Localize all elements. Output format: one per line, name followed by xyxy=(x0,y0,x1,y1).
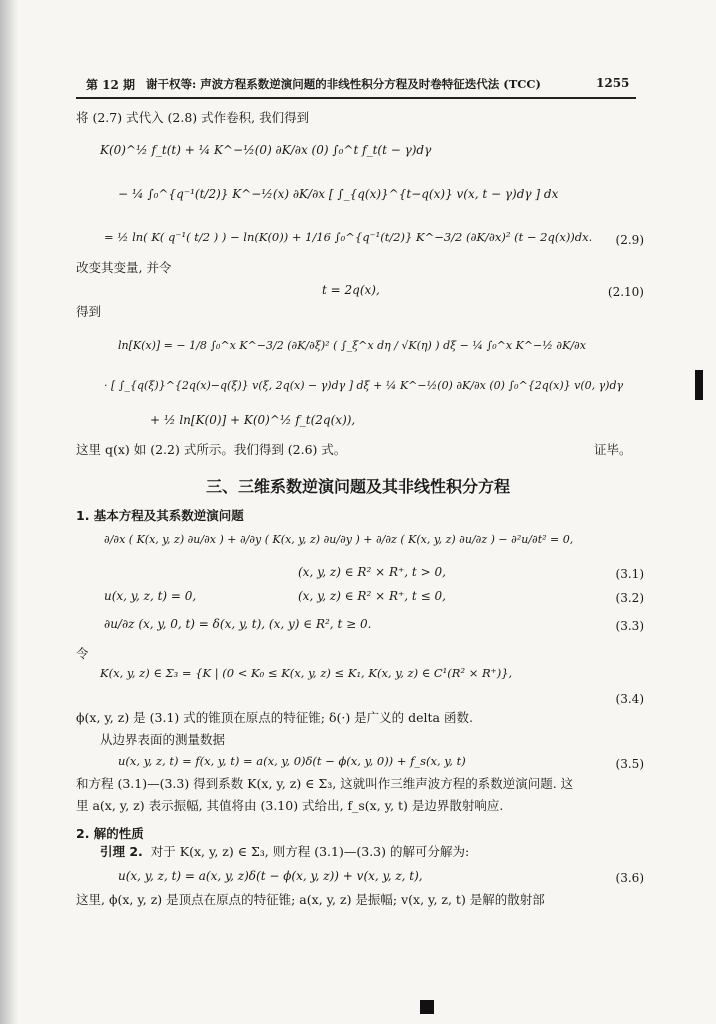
section-title: 三、三维系数逆演问题及其非线性积分方程 xyxy=(205,477,510,496)
equation-line: − ¼ ∫₀^{q⁻¹(t/2)} K^−½(x) ∂K/∂x [ ∫_{q(x)}^{t−q(x)} v(x, t − γ)dγ ] dx xyxy=(118,187,559,201)
equation-line: t = 2q(x), xyxy=(322,283,380,297)
lemma-text: 对于 K(x, y, z) ∈ Σ₃, 则方程 (3.1)—(3.3) 的解可分解为: xyxy=(150,844,470,859)
equation-line: · [ ∫_{q(ξ)}^{2q(x)−q(ξ)} v(ξ, 2q(x) − γ)dγ ] dξ + ¼ K^−½(0) ∂K/∂x (0) ∫₀^{2q(x)} v(0, γ)dγ xyxy=(104,379,624,392)
scan-edge-shadow xyxy=(0,0,18,1024)
equation-number: (2.9) xyxy=(615,233,644,247)
scan-mark xyxy=(420,1000,434,1014)
subsection-title: 1. 基本方程及其系数逆演问题 xyxy=(76,508,244,523)
equation-line: (x, y, z) ∈ R² × R⁺, t ≤ 0, xyxy=(298,589,446,603)
qed: 证毕。 xyxy=(594,442,632,457)
equation-line: + ½ ln[K(0)] + K(0)^½ f_t(2q(x)), xyxy=(150,413,356,427)
body-line: 和方程 (3.1)—(3.3) 得到系数 K(x, y, z) ∈ Σ₃, 这就叫作三维声波方程的系数逆演问题. 这 xyxy=(76,776,574,791)
equation-number: (3.6) xyxy=(615,871,644,885)
body-line: 改变其变量, 并令 xyxy=(76,260,172,275)
equation-number: (2.10) xyxy=(607,285,644,299)
lemma-label: 引理 2. xyxy=(100,844,143,859)
equation-number: (3.4) xyxy=(615,692,644,706)
equation-line: ln[K(x)] = − 1/8 ∫₀^x K^−3/2 (∂K/∂ξ)² ( ∫_ξ^x dη / √K(η) ) dξ − ¼ ∫₀^x K^−½ ∂K/∂x xyxy=(118,339,586,352)
body-line: ϕ(x, y, z) 是 (3.1) 式的锥顶在原点的特征锥; δ(·) 是广义的 delta 函数. xyxy=(76,710,473,725)
running-title: 谢干权等: 声波方程系数逆演问题的非线性积分方程及时卷特征迭代法 (TCC) xyxy=(146,77,541,91)
equation-line: u(x, y, z, t) = 0, xyxy=(104,589,197,603)
equation-line: ∂/∂x ( K(x, y, z) ∂u/∂x ) + ∂/∂y ( K(x, y, z) ∂u/∂y ) + ∂/∂z ( K(x, y, z) ∂u/∂z ) − ∂²u/∂t² = 0, xyxy=(104,533,574,546)
equation-number: (3.3) xyxy=(615,619,644,633)
equation-number: (3.5) xyxy=(615,757,644,771)
header-rule xyxy=(76,97,636,99)
equation-line: K(0)^½ f_t(t) + ¼ K^−½(0) ∂K/∂x (0) ∫₀^t f_t(t − γ)dγ xyxy=(100,143,432,157)
body-line: 从边界表面的测量数据 xyxy=(100,732,226,747)
equation-line: u(x, y, z, t) = f(x, y, t) = a(x, y, 0)δ(t − ϕ(x, y, 0)) + f_s(x, y, t) xyxy=(118,754,466,768)
equation-line: u(x, y, z, t) = a(x, y, z)δ(t − ϕ(x, y, z)) + v(x, y, z, t), xyxy=(118,869,423,883)
body-line: 这里 q(x) 如 (2.2) 式所示。我们得到 (2.6) 式。 xyxy=(76,442,347,457)
issue-number: 第 12 期 xyxy=(86,78,136,92)
equation-line: (x, y, z) ∈ R² × R⁺, t > 0, xyxy=(298,565,446,579)
equation-number: (3.1) xyxy=(615,567,644,581)
equation-line: ∂u/∂z (x, y, 0, t) = δ(x, y, t), (x, y) ∈ R², t ≥ 0. xyxy=(104,617,372,631)
subsection-title: 2. 解的性质 xyxy=(76,826,144,841)
lemma-line xyxy=(100,846,469,859)
equation-line: K(x, y, z) ∈ Σ₃ = {K | (0 < K₀ ≤ K(x, y, z) ≤ K₁, K(x, y, z) ∈ C¹(R² × R⁺)}, xyxy=(100,666,513,680)
scan-mark xyxy=(695,370,703,400)
body-line: 这里, ϕ(x, y, z) 是顶点在原点的特征锥; a(x, y, z) 是振幅; v(x, y, z, t) 是解的散射部 xyxy=(76,892,545,907)
body-line: 令 xyxy=(76,646,89,661)
body-line: 得到 xyxy=(76,304,102,319)
equation-line: = ½ ln( K( q⁻¹( t/2 ) ) − ln(K(0)) + 1/16 ∫₀^{q⁻¹(t/2)} K^−3/2 (∂K/∂x)² (t − 2q(x))dx. xyxy=(104,230,593,244)
page-number: 1255 xyxy=(596,76,630,90)
body-line: 里 a(x, y, z) 表示振幅, 其值将由 (3.10) 式给出, f_s(x, y, t) 是边界散射响应. xyxy=(76,798,504,813)
body-line: 将 (2.7) 式代入 (2.8) 式作卷积, 我们得到 xyxy=(76,110,310,125)
equation-number: (3.2) xyxy=(615,591,644,605)
